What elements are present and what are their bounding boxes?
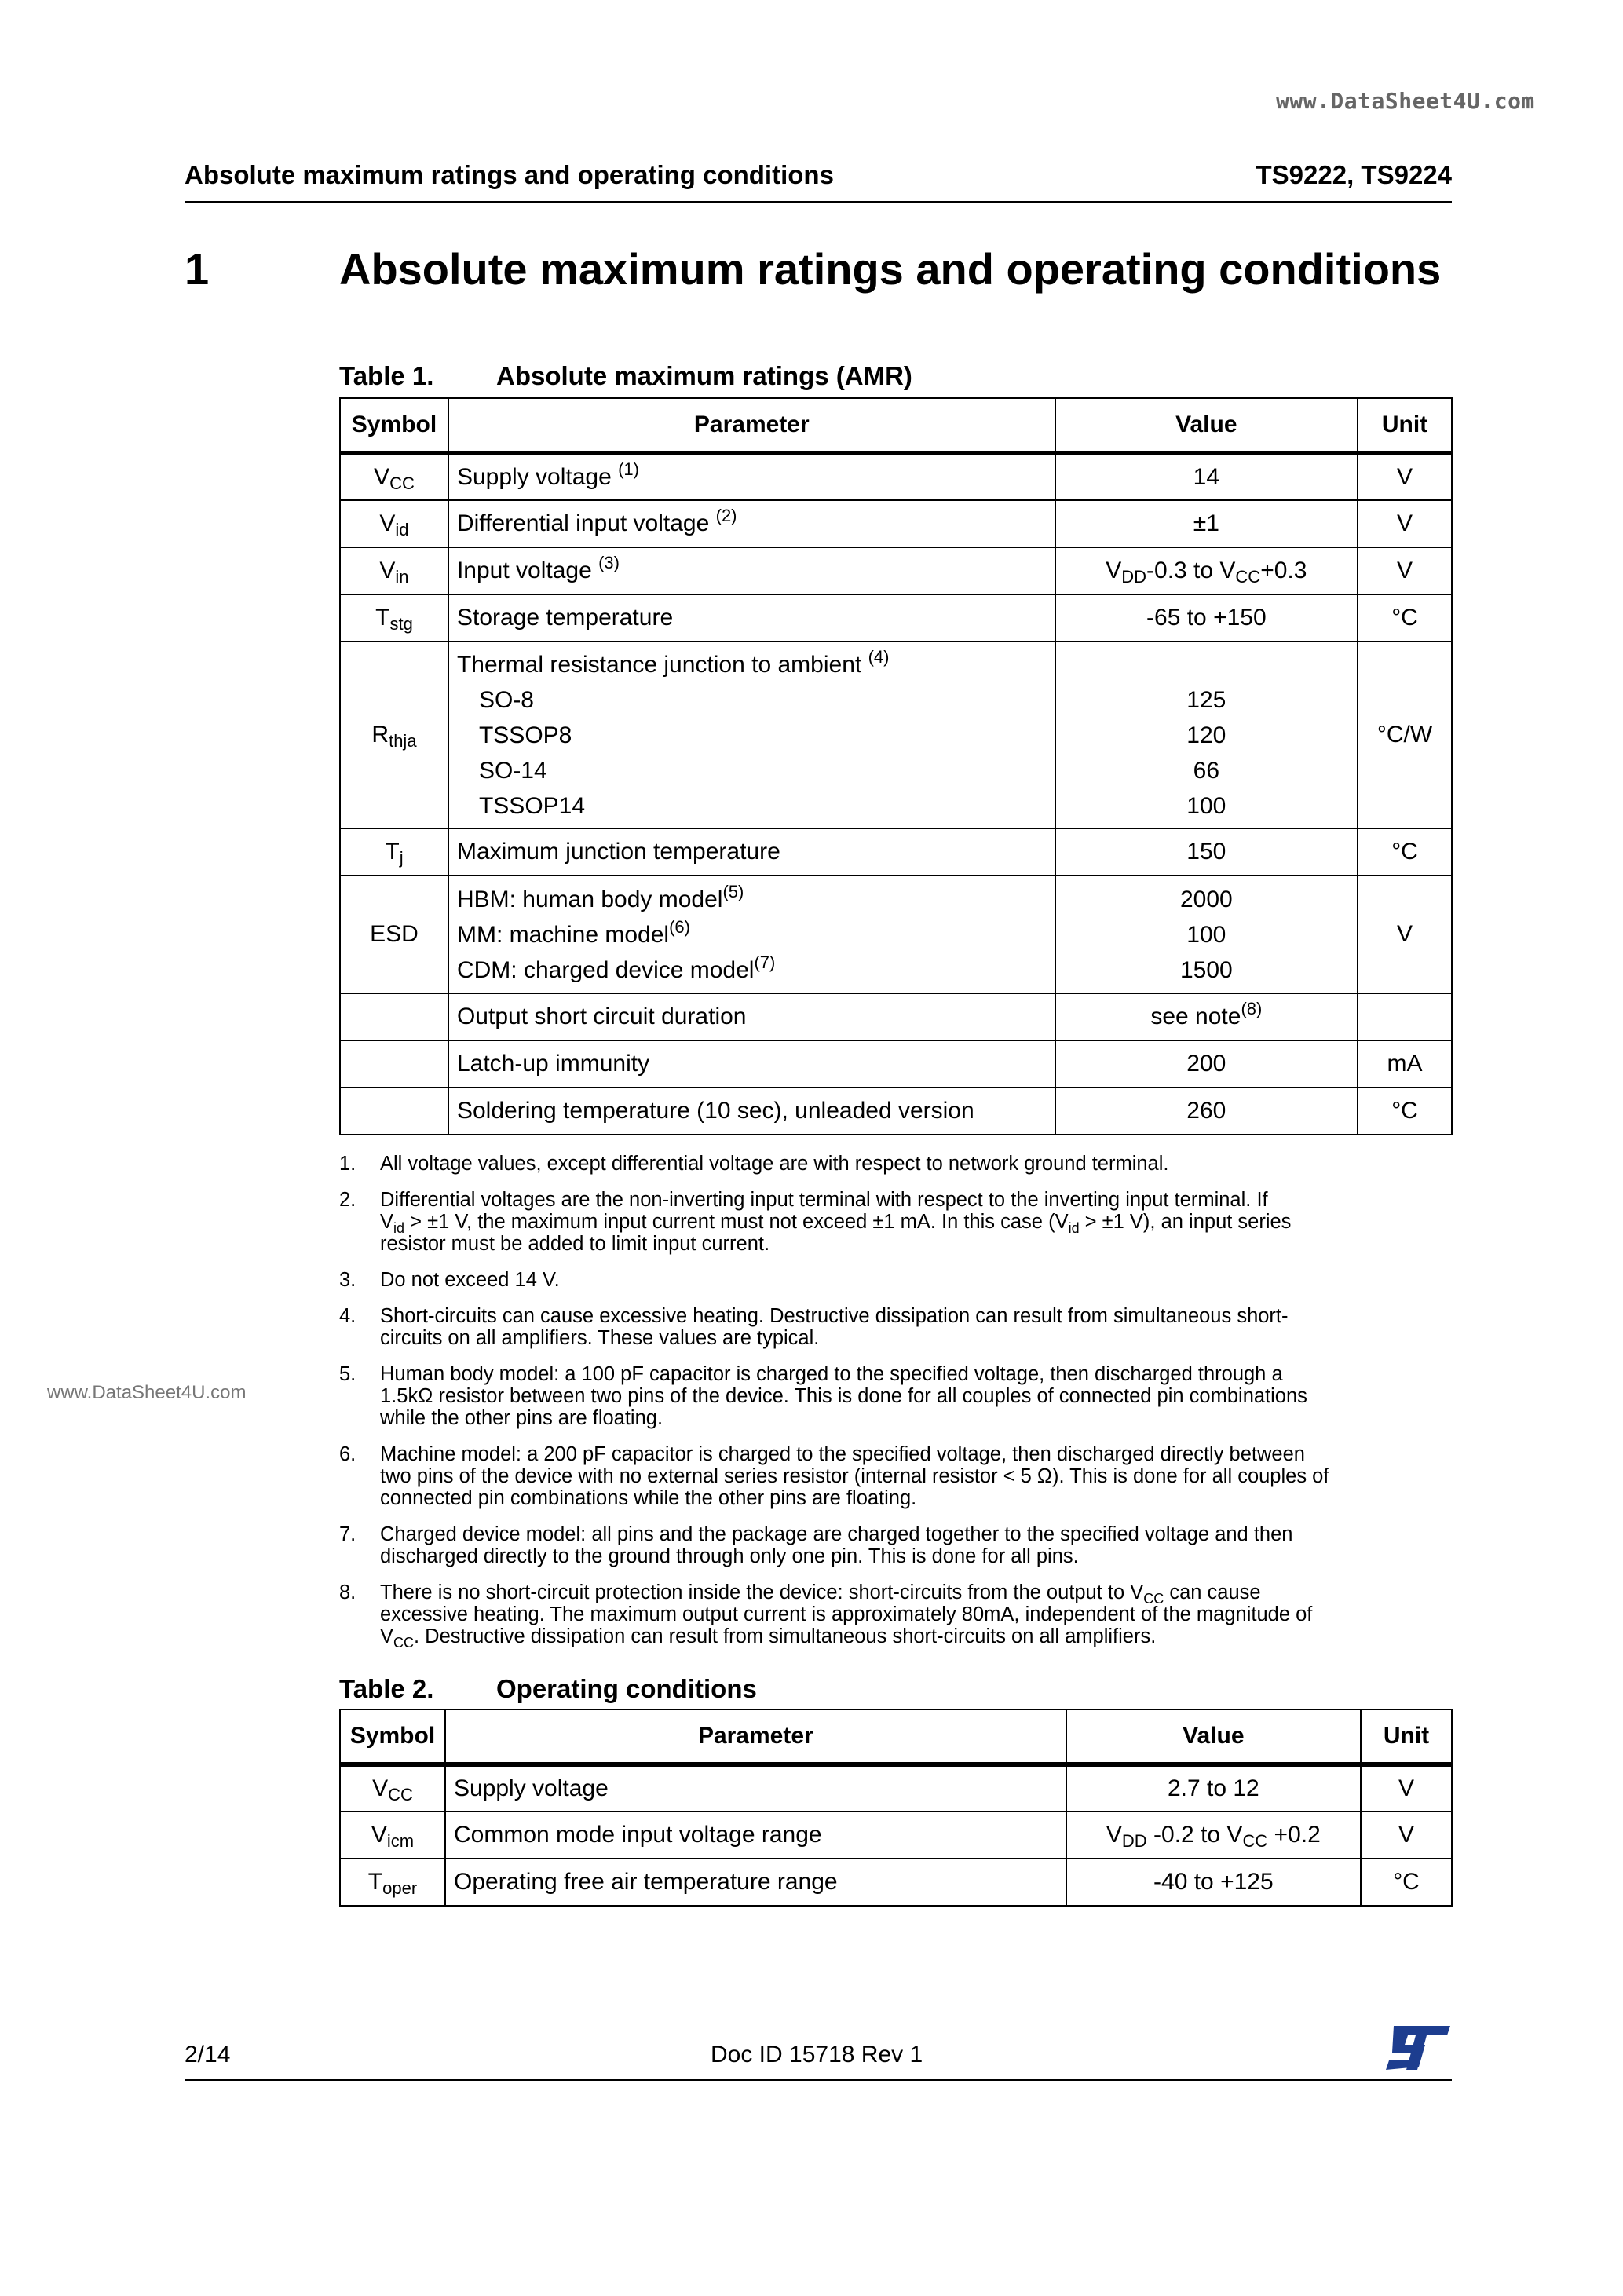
parameter-cell: Supply voltage $^{(1)}$ [448, 453, 1055, 500]
unit-cell: V [1361, 1764, 1452, 1812]
symbol-cell: $R_{thja}$ [340, 642, 448, 828]
unit-cell: °C [1358, 1088, 1452, 1135]
table2-caption [339, 1674, 757, 1704]
amr-table [339, 397, 1453, 1135]
footnote: 8. There is no short-circuit protection inside the device: short-circuits from the output to $V_{CC}$ can cause excessive heating. The maximum output current is approximately 80mA, independent of the magnitude of $V_{CC}$. Destructive dissipation can result from simultaneous short-circuits on all amplifiers. [339, 1581, 1313, 1651]
symbol-cell: $V_{icm}$ [340, 1812, 445, 1859]
table2-label: Table 2. [339, 1674, 434, 1703]
package-item: SO-14 [478, 757, 547, 784]
table1-title: Absolute maximum ratings (AMR) [496, 361, 912, 390]
parameter-cell: Thermal resistance junction to ambient $^{(4)}$ SO-8 TSSOP8 SO-14 TSSOP14 [448, 642, 1055, 828]
symbol-cell: $V_{CC}$ [340, 453, 448, 500]
table-row [340, 453, 1452, 500]
unit-cell: °C [1361, 1859, 1452, 1906]
value-cell: $V_{DD}-0.3$ to $V_{CC}+0.3$ [1055, 547, 1358, 594]
package-item: SO-8 [478, 686, 534, 713]
watermark-top: www.DataSheet4U.com [1276, 88, 1535, 114]
col-unit: Unit [1358, 398, 1452, 453]
table-row [340, 547, 1452, 594]
table-row [340, 993, 1452, 1040]
section-title: Absolute maximum ratings and operating conditions [339, 244, 1442, 294]
footer-rule [185, 2079, 1452, 2081]
parameter-cell: Common mode input voltage range [445, 1812, 1066, 1859]
table-header-row [340, 398, 1452, 453]
col-parameter: Parameter [445, 1709, 1066, 1764]
unit-cell: °C [1358, 594, 1452, 642]
footnote: 6. Machine model: a 200 pF capacitor is charged to the specified voltage, then discharged directly between two pins of the device with no external series resistor (internal resistor < 5 Ω). This is done for all couples of connected pin combinations while the other pins are floating. [339, 1443, 1329, 1509]
table-header-row [340, 1709, 1452, 1764]
table-row [340, 1764, 1452, 1812]
operating-conditions-table [339, 1709, 1453, 1907]
col-symbol: Symbol [340, 1709, 445, 1764]
symbol-cell: ESD [340, 876, 448, 993]
parameter-cell: Latch-up immunity [448, 1040, 1055, 1088]
section-number: 1 [185, 244, 210, 294]
unit-cell: V [1358, 876, 1452, 993]
footnote: 4. Short-circuits can cause excessive heating. Destructive dissipation can result from simultaneous short- circuits on all amplifiers. These values are typical. [339, 1305, 1289, 1349]
parameter-cell: Soldering temperature (10 sec), unleaded version [448, 1088, 1055, 1135]
symbol-cell [340, 1040, 448, 1088]
unit-cell: °C [1358, 828, 1452, 876]
symbol-cell: $V_{id}$ [340, 500, 448, 547]
table-row [340, 642, 1452, 828]
table-row [340, 500, 1452, 547]
value-cell: 125 120 66 100 [1055, 642, 1358, 828]
package-item: TSSOP14 [478, 792, 586, 819]
table1-label: Table 1. [339, 361, 434, 390]
col-parameter: Parameter [448, 398, 1055, 453]
table2-title: Operating conditions [496, 1674, 757, 1703]
header-rule [185, 201, 1452, 203]
col-value: Value [1066, 1709, 1361, 1764]
footnote: 1. All voltage values, except differential voltage are with respect to network ground terminal. [339, 1153, 1169, 1175]
parameter-cell: Input voltage $^{(3)}$ [448, 547, 1055, 594]
value-cell: 150 [1055, 828, 1358, 876]
footnote: 3. Do not exceed 14 V. [339, 1269, 560, 1291]
page-number: 2/14 [185, 2042, 231, 2067]
col-unit: Unit [1361, 1709, 1452, 1764]
symbol-cell [340, 993, 448, 1040]
table-row [340, 1040, 1452, 1088]
parameter-cell: Differential input voltage $^{(2)}$ [448, 500, 1055, 547]
unit-cell [1358, 993, 1452, 1040]
value-cell: 2000 100 1500 [1055, 876, 1358, 993]
parameter-cell: Operating free air temperature range [445, 1859, 1066, 1906]
symbol-cell: $T_{stg}$ [340, 594, 448, 642]
parameter-cell: HBM: human body model$^{(5)}$ MM: machine model$^{(6)}$ CDM: charged device model$^{(7)}$ [448, 876, 1055, 993]
st-logo-icon [1386, 2026, 1450, 2070]
symbol-cell: $V_{in}$ [340, 547, 448, 594]
col-value: Value [1055, 398, 1358, 453]
symbol-cell: $V_{CC}$ [340, 1764, 445, 1812]
footnote: 5. Human body model: a 100 pF capacitor is charged to the specified voltage, then discharged through a 1.5kΩ resistor between two pins of the device. This is done for all couples of connected pin combinations while the other pins are floating. [339, 1363, 1307, 1429]
table1-caption [339, 361, 912, 391]
watermark-left: www.DataSheet4U.com [47, 1382, 247, 1403]
table-row [340, 1088, 1452, 1135]
symbol-cell: $T_{oper}$ [340, 1859, 445, 1906]
value-cell: 14 [1055, 453, 1358, 500]
table-row [340, 828, 1452, 876]
value-cell: $V_{DD}$ -0.2 to $V_{CC} +0.2$ [1066, 1812, 1361, 1859]
value-cell: ±1 [1055, 500, 1358, 547]
unit-cell: V [1361, 1812, 1452, 1859]
unit-cell: mA [1358, 1040, 1452, 1088]
running-header-part: TS9222, TS9224 [1256, 160, 1452, 189]
unit-cell: V [1358, 547, 1452, 594]
symbol-cell: $T_j$ [340, 828, 448, 876]
value-cell: see note$^{(8)}$ [1055, 993, 1358, 1040]
footnote: 2. Differential voltages are the non-inverting input terminal with respect to the inverting input terminal. If $V_{id} > \pm 1$ V, the maximum input current must not exceed ±1 mA. In this case ($V_{id} > \pm 1$ V), an input series resistor must be added to limit input current. [339, 1189, 1292, 1255]
parameter-cell: Supply voltage [445, 1764, 1066, 1812]
table-row [340, 594, 1452, 642]
symbol-cell [340, 1088, 448, 1135]
doc-id: Doc ID 15718 Rev 1 [711, 2042, 923, 2067]
table-row [340, 1812, 1452, 1859]
running-header-title: Absolute maximum ratings and operating conditions [185, 160, 834, 189]
footnotes [339, 1153, 1462, 1662]
value-cell: 2.7 to 12 [1066, 1764, 1361, 1812]
table-row [340, 876, 1452, 993]
package-item: TSSOP8 [478, 722, 572, 748]
footnote: 7. Charged device model: all pins and the package are charged together to the specified voltage and then discharged directly to the ground through only one pin. This is done for all pins. [339, 1523, 1293, 1567]
unit-cell: °C/W [1358, 642, 1452, 828]
parameter-cell: Storage temperature [448, 594, 1055, 642]
value-cell: 260 [1055, 1088, 1358, 1135]
col-symbol: Symbol [340, 398, 448, 453]
value-cell: -65 to +150 [1055, 594, 1358, 642]
parameter-cell: Output short circuit duration [448, 993, 1055, 1040]
unit-cell: V [1358, 500, 1452, 547]
table-row [340, 1859, 1452, 1906]
unit-cell: V [1358, 453, 1452, 500]
value-cell: -40 to +125 [1066, 1859, 1361, 1906]
value-cell: 200 [1055, 1040, 1358, 1088]
parameter-cell: Maximum junction temperature [448, 828, 1055, 876]
